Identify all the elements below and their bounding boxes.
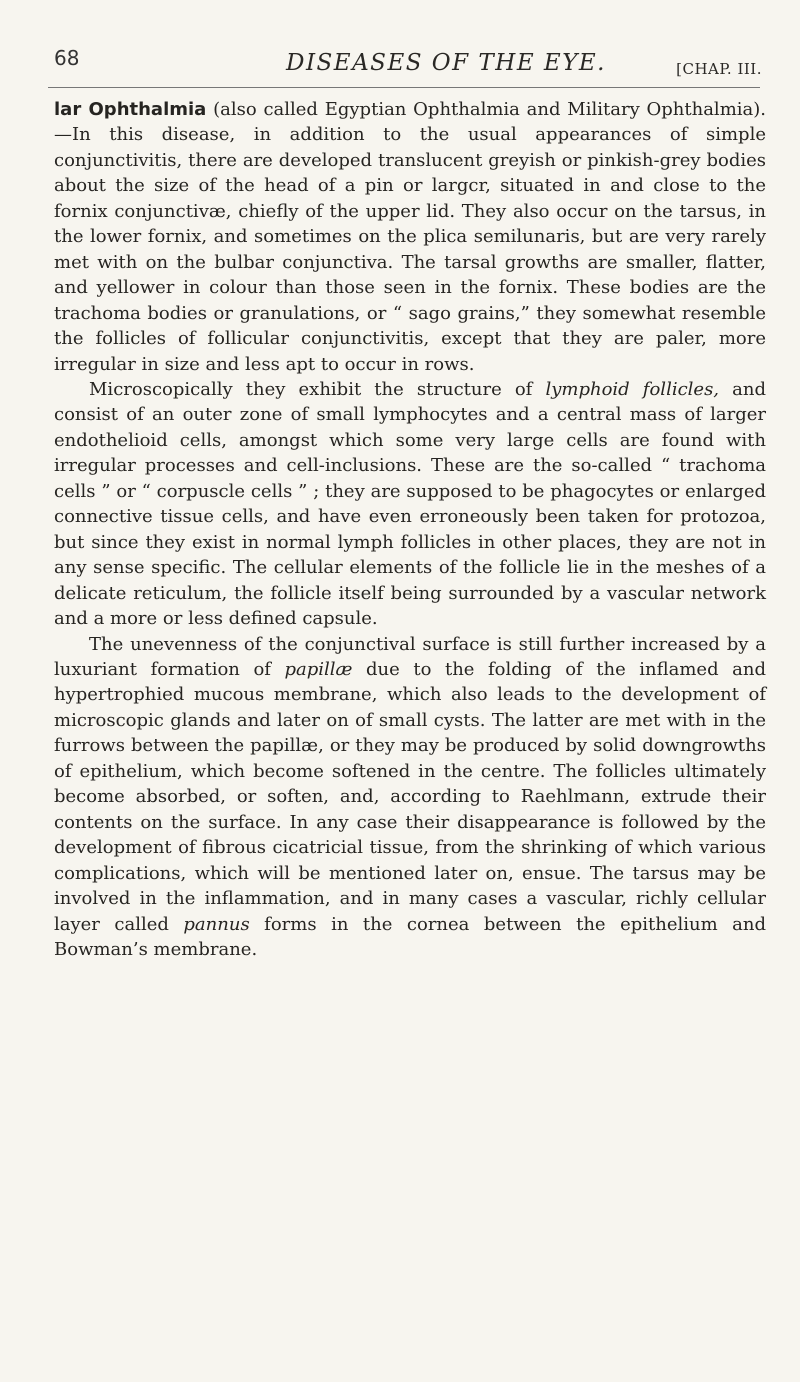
running-title: DISEASES OF THE EYE. xyxy=(286,50,606,76)
italic-term: papillæ xyxy=(284,658,353,680)
paragraph-text: forms in the cornea between the epithelium and Bowman’s membrane. xyxy=(54,913,766,960)
page-number: 68 xyxy=(54,46,80,70)
running-head xyxy=(54,46,774,80)
italic-term: lymphoid follicles, xyxy=(545,378,720,400)
section-term: lar Ophthalmia xyxy=(54,99,207,120)
paragraph-text: and consist of an outer zone of small lymphocytes and a central mass of larger endothelioid cells, amongst which some very large cells are found with irregular processes and cell-inclusions. These are the so-called “ trachoma cells ” or “ corpuscle cells ” ; they are supposed to be phagocytes or enlarged connective tissue cells, and have even erroneously been taken for protozoa, but since they exist in normal lymph follicles in other places, they are not in any sense specific. The cellular elements of the follicle lie in the meshes of a delicate reticulum, the follicle itself being surrounded by a vascular network and a more or less defined capsule. xyxy=(54,378,766,630)
paragraph-text: Microscopically they exhibit the structure of xyxy=(89,378,546,400)
paragraph-papillae xyxy=(54,632,766,963)
paragraph-microscopy xyxy=(54,377,766,632)
paragraph-text: (also called Egyptian Ophthalmia and Military Ophthalmia).—In this disease, in addition to the usual appearances of simple conjunctivitis, there are developed translucent greyish or pinkish-grey bodies about the size of the head of a pin or largcr, situated in and close to the fornix conjunctivæ, chiefly of the upper lid. They also occur on the tarsus, in the lower fornix, and sometimes on the plica semilunaris, but are very rarely met with on the bulbar conjunctiva. The tarsal growths are smaller, flatter, and yellower in colour than those seen in the fornix. These bodies are the trachoma bodies or granulations, or “ sago grains,” they somewhat resemble the follicles of follicular conjunctivitis, except that they are paler, more irregular in size and less apt to occur in rows. xyxy=(54,99,766,375)
chapter-reference: [CHAP. III. xyxy=(676,60,762,78)
paragraph-text: due to the folding of the inflamed and hypertrophied mucous membrane, which also leads to the development of microscopic glands and later on of small cysts. The latter are met with in the furrows between the papillæ, or they may be produced by solid downgrowths of epithelium, which become softened in the centre. The follicles ultimately become absorbed, or soften, and, according to Raehlmann, extrude their contents on the surface. In any case their disappearance is followed by the development of fibrous cicatricial tissue, from the shrinking of which various complications, which will be mentioned later on, ensue. The tarsus may be involved in the inflammation, and in many cases a vascular, richly cellular layer called xyxy=(54,658,766,935)
paragraph-text: The unevenness of the conjunctival surface is still further increased by a luxuriant formation of xyxy=(54,633,766,680)
header-rule xyxy=(48,87,760,88)
paragraph-trachoma-intro xyxy=(54,97,766,377)
italic-term: pannus xyxy=(183,913,250,935)
body-text xyxy=(54,97,766,962)
